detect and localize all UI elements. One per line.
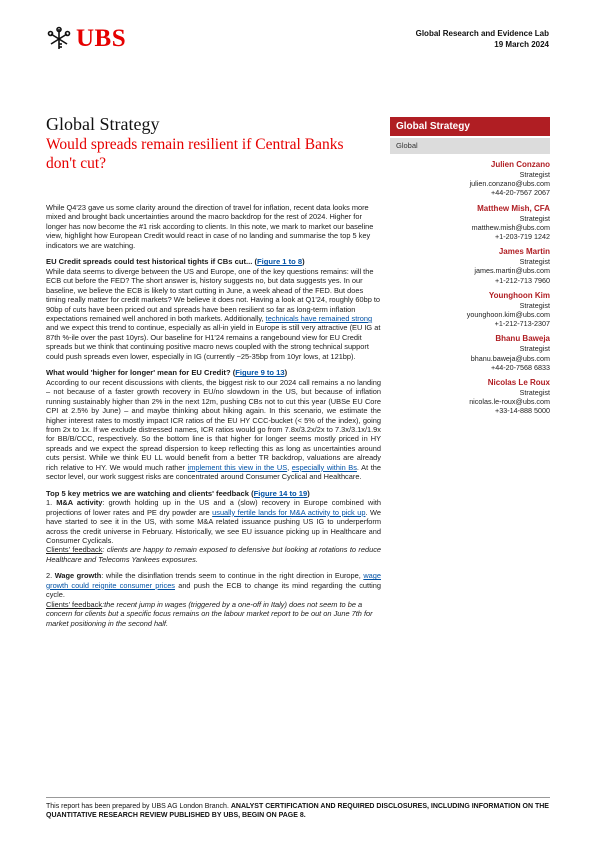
item-number: 2. [46,571,55,581]
inline-link[interactable]: implement this view in the US [187,462,288,472]
analyst-email[interactable]: nicolas.le-roux@ubs.com [469,397,550,407]
main-body [46,203,381,628]
feedback-text: : clients are happy to remain exposed to defensive but looking at rotations to reduce Healthcare and Telecoms Yankees exposures. [46,545,382,564]
inline-link[interactable]: technicals have remained strong [265,313,373,323]
inline-link[interactable]: especially within Bs [291,462,357,472]
analyst-card [390,378,550,416]
heading-text: Top 5 key metrics we are watching and clients' feedback ( [46,488,254,498]
feedback-label: Clients' feedback [46,599,103,609]
analyst-list [390,160,550,422]
separator: , [287,462,292,472]
item-number: 1. [46,498,57,508]
analyst-phone: +1-203-719 1242 [495,232,550,242]
analyst-role: Strategist [519,257,550,267]
analyst-card [390,291,550,329]
metric-name: M&A activity [56,498,103,508]
analyst-role: Strategist [519,388,550,398]
analyst-role: Strategist [519,344,550,354]
analyst-name: Nicolas Le Roux [487,378,550,388]
analyst-email[interactable]: james.martin@ubs.com [474,266,550,276]
footer-text: This report has been prepared by UBS AG London Branch. [46,803,231,810]
section-paragraph [46,378,381,482]
footer-divider [46,797,550,798]
section-heading [46,368,381,377]
analyst-email[interactable]: matthew.mish@ubs.com [471,222,550,232]
metric-name: Wage growth [54,571,102,581]
header-meta [416,28,549,50]
paragraph-text: : while the disinflation trends seem to continue in the right direction in Europe, [101,571,364,581]
brand-wordmark: UBS [76,25,127,52]
analyst-phone: +44-20-7568 6833 [491,362,550,372]
analyst-phone: +1-212-713 7960 [495,275,550,285]
section-paragraph [46,267,381,362]
analyst-name: Younghoon Kim [488,290,550,300]
section-heading [46,257,381,266]
paragraph-text: and push the ECB to change its mind regarding the cutting cycle. [46,580,382,600]
heading-end: ) [302,257,305,267]
analyst-phone: +44-20-7567 2067 [491,188,550,198]
paragraph-text: . At the sector level, our work suggest risks are concentrated around Consumer Cyclical and Healthcare. [46,462,381,482]
paragraph-text: . We have started to see it in the US, with some M&A related issuance pushing US IG to underperform across the credit universe in February. Historically, we see EU issuance picking up in Healthcare and Consumer Cyclicals. [46,507,382,545]
paragraph-text: While data seems to diverge between the US and Europe, one of the key questions remains: will the ECB cut before the FED? The short answer is, history suggests no, but data suggests yes. In our baseline, we believe the ECB is likely to start cutting in June, a week ahead of the FED. But does timing really matter for credit markets? We believe it does not. Having a look at Q1'24, roughly 60bp to 90bp of cuts have been priced out and spreads have been resilient so far as long-term inflation expectations remained well anchored in both markets. Additionally, [46,266,381,323]
report-title: Would spreads remain resilient if Central Banks don't cut? [46,136,344,172]
client-feedback [46,545,381,564]
figure-link[interactable]: Figure 1 to 8 [256,257,303,267]
metric-item [46,498,381,545]
footer-disclosure: ANALYST CERTIFICATION AND REQUIRED DISCLOSURES, INCLUDING INFORMATION ON THE QUANTITATIVE RESEARCH REVIEW PUBLISHED BY UBS, BEGIN ON PAGE 8. [46,803,549,819]
analyst-role: Strategist [519,300,550,310]
heading-text: EU Credit spreads could test historical tights if CBs cut... ( [46,257,257,267]
inline-link[interactable]: wage growth could reignite consumer prices [46,571,381,590]
analyst-name: Julien Conzano [490,160,550,169]
paragraph-text: : growth holding up in the US and a (slow) recovery in Europe combined with projections of lower rates and PE dry powder are [46,498,382,517]
analyst-email[interactable]: julien.conzano@ubs.com [469,179,550,189]
region-label: Global [390,138,550,154]
figure-link[interactable]: Figure 9 to 13 [235,368,285,378]
feedback-label: Clients' feedback [46,545,103,555]
analyst-role: Strategist [519,170,550,179]
disclosure-footer [46,802,550,820]
intro-paragraph: While Q4'23 gave us some clarity around the direction of travel for inflation, recent data looks more mixed and brought back uncertainties around the macro backdrop for the rest of 2024. Higher for longer has now become the #1 risk according to clients. In this note, we mark to market our baseline view, highlight how European Credit would react in case of no landing and summarise the top 5 key indicators we are watching. [46,203,374,250]
analyst-name: James Martin [498,247,550,257]
paragraph-text: and we expect this trend to continue, especially as all-in yield in Europe is still very attractive (EU IG at 87th %-ile over the past 10yrs). Our baseline for H1'24 remains a rangebound view for EU Credit spreads but we think that continuing positive macro news coupled with the strong technical support could push spreads even lower, especially in IG (currently ~25-35bp from 10yr lows, at 121bp). [46,323,381,361]
ubs-logo [46,26,136,52]
analyst-card [390,334,550,372]
lab-name: Global Research and Evidence Lab [415,29,549,38]
figure-link[interactable]: Figure 14 to 19 [253,488,308,498]
feedback-text: :the recent jump in wages (triggered by a one-off in Italy) does not seem to be a concern for clients but a specific focus remains on the labour market report to be out on June 7th for market positioning in the second half. [46,599,373,628]
heading-text: What would 'higher for longer' mean for EU Credit? ( [46,368,236,378]
analyst-card [390,247,550,285]
analyst-email[interactable]: younghoon.kim@ubs.com [466,310,550,320]
heading-end: ) [307,488,310,498]
analyst-name: Bhanu Baweja [495,334,550,344]
analyst-card [390,204,550,242]
inline-link[interactable]: usually fertile lands for M&A activity to pick up [212,507,366,517]
side-banner: Global Strategy [390,117,550,136]
analyst-card [390,160,550,198]
section-heading [46,489,381,498]
heading-end: ) [284,368,288,378]
report-date: 19 March 2024 [494,40,549,49]
analyst-role: Strategist [519,213,550,223]
client-feedback [46,600,381,628]
keys-emblem-icon [46,26,72,52]
analyst-email[interactable]: bhanu.baweja@ubs.com [470,353,550,363]
analyst-phone: +33-14-888 5000 [495,406,550,416]
metric-item [46,571,381,599]
analyst-phone: +1-212-713-2307 [494,319,550,329]
paragraph-text: According to our recent discussions with clients, the biggest risk to our 2024 call remains a no landing – not because of a faster growth recovery in EU/no slowdown in the US, but because of inflation running sustainably higher than 2% in the next 12m, pushing CBs not to cut this year (UBSe EU Core CPI at 2.5% by June) – and maybe thinking about hiking again. In this scenario, we estimate the higher interest rates to mostly impact ICR ratios of the EU HY CCC-bucket (< 5% of the index), going from 2x to 1x. If we exclude distressed names, ICR ratios would go from 7.8x/3.2x/2x to 7.3x/3.1x/1.9x for BB/B/CCC, respectively. So the bottom line is that higher for longer seems mostly priced in HY spreads and we expect the spread dispersion to keep reflecting this as long as uncertainties around cuts persist. While we think EU LL would benefit from a better TR backdrop, valuations are already rich relative to HY. We would much rather [46,377,381,472]
analyst-name: Matthew Mish, CFA [477,203,550,213]
report-type: Global Strategy [46,114,160,134]
